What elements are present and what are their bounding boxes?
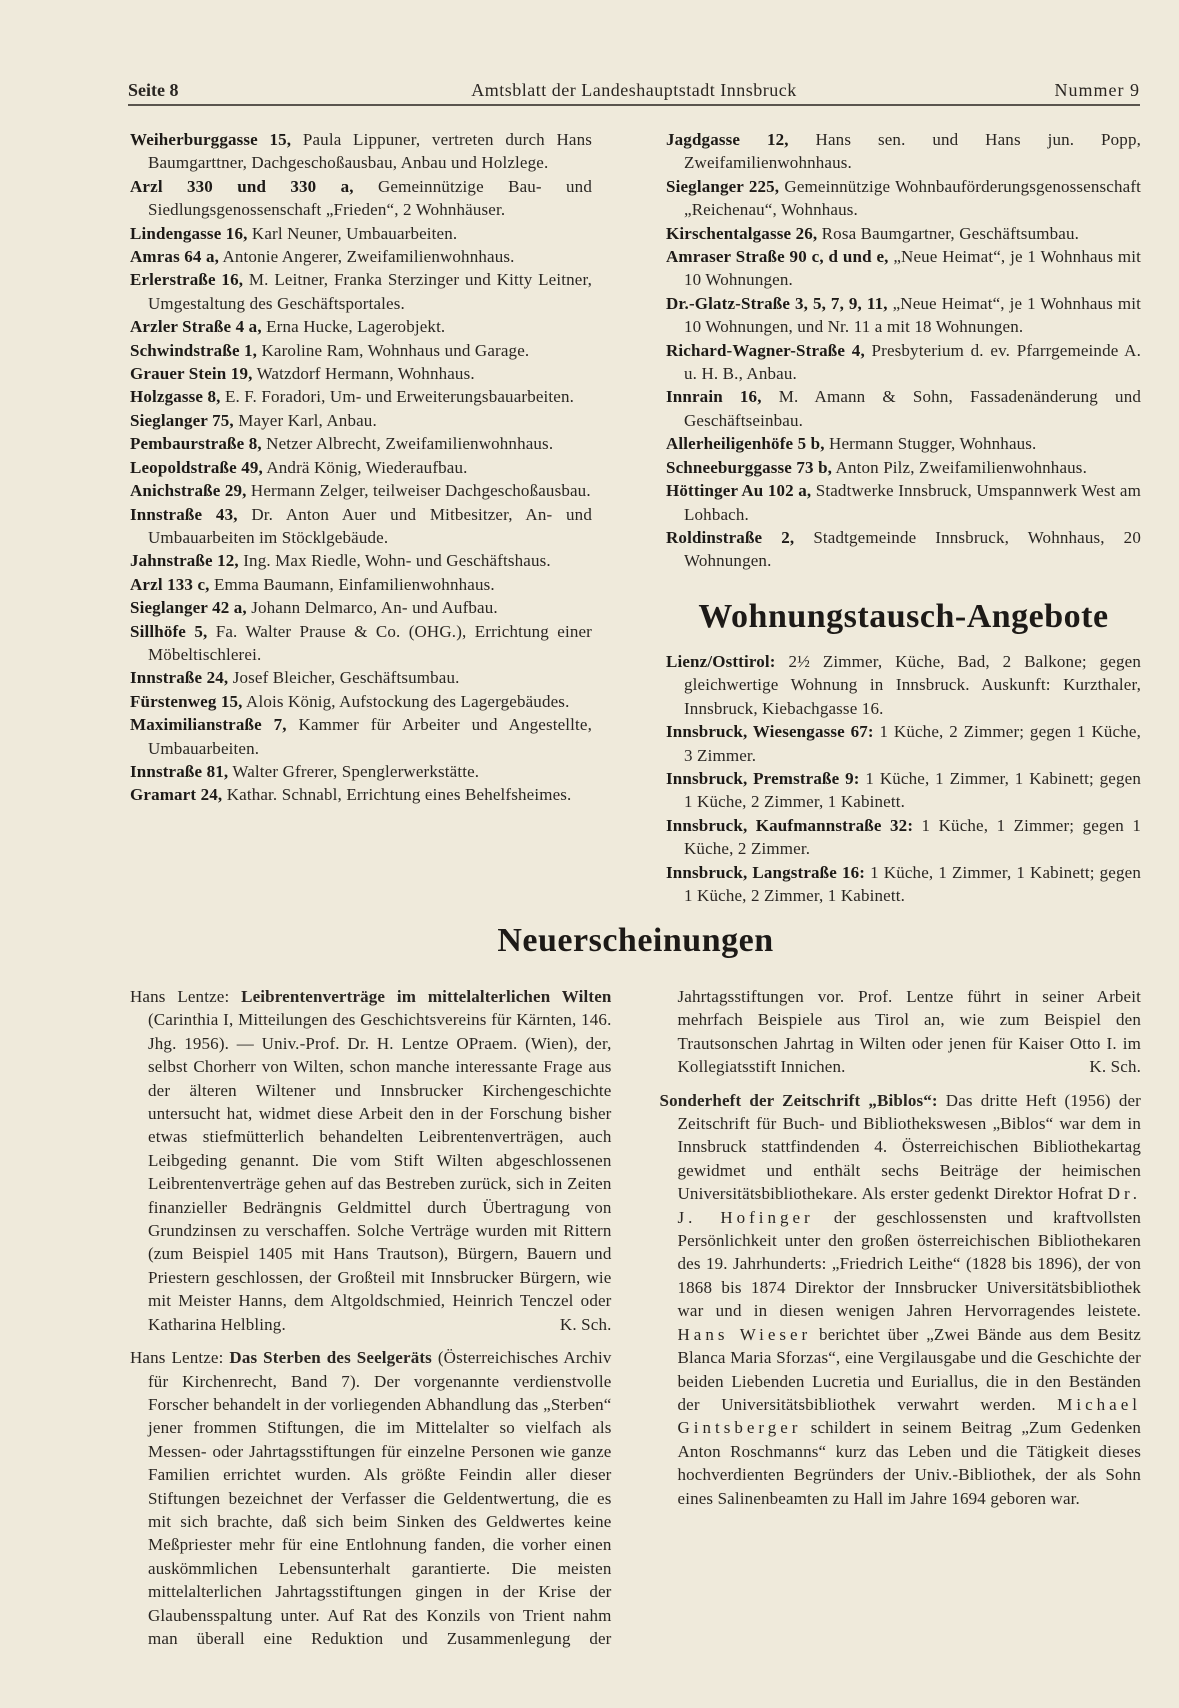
entry-text: Andrä König, Wiederaufbau. (262, 457, 468, 477)
page-number: Seite 8 (128, 80, 179, 100)
list-entry (666, 650, 1141, 720)
entry-heading: Amras 64 a, (130, 247, 219, 267)
entry-text: Watzdorf Hermann, Wohnhaus. (252, 364, 475, 384)
entry-heading: Weiherburggasse 15, (130, 130, 292, 149)
list-entry (130, 573, 592, 596)
list-entry (666, 720, 1141, 767)
list-entry (130, 713, 592, 760)
entry-text: Karoline Ram, Wohnhaus und Garage. (257, 340, 530, 360)
entry-text: Kammer für Arbeiter und Angestellte, Umbauarbeiten. (148, 715, 592, 758)
entry-heading: Innsbruck, Langstraße 16: (666, 862, 866, 882)
list-entry (666, 767, 1141, 814)
entry-heading: Innstraße 43, (130, 504, 238, 524)
list-entry (666, 175, 1141, 222)
entry-text: Anton Pilz, Zweifamilienwohnhaus. (832, 457, 1087, 477)
entry-heading: Schneeburggasse 73 b, (666, 457, 833, 477)
entry-heading: Kirschentalgasse 26, (666, 223, 818, 243)
entry-heading: Arzler Straße 4 a, (130, 317, 262, 337)
list-entry (130, 783, 592, 806)
entry-text: 1 Küche, 2 Zimmer; gegen 1 Küche, 3 Zimmer. (684, 722, 1141, 765)
list-entry (130, 362, 592, 385)
list-entry (130, 456, 592, 479)
entry-heading: Innstraße 24, (130, 668, 229, 688)
entry-heading: Holzgasse 8, (130, 387, 221, 407)
entry-heading: Innrain 16, (666, 387, 762, 407)
entry-text: Netzer Albrecht, Zweifamilienwohnhaus. (261, 434, 554, 454)
section-title-wohnungstausch: Wohnungstausch-Angebote (698, 598, 1109, 635)
list-entry (130, 268, 592, 315)
entry-heading: Innsbruck, Kaufmannstraße 32: (666, 815, 914, 835)
entry-heading: Innsbruck, Premstraße 9: (666, 769, 860, 789)
entry-heading: Anichstraße 29, (130, 481, 247, 501)
entry-heading: Arzl 133 c, (130, 574, 210, 594)
entry-text: Erna Hucke, Lagerobjekt. (261, 317, 446, 337)
article-text: (Carinthia I, Mitteilungen des Geschichtsvereins für Kärnten, 146. Jhg. 1956). — Univ.-Prof. Dr. H. Lentze OPraem. (Wien), der, selbst Chorherr von Wilten, schon manche interessante Frage aus der älteren Wiltener und Innsbrucker Kirchengeschichte untersucht hat, widmet diese Arbeit den in der Forschung bisher etwas stiefmütterlich behandelten Leibrentenverträgen, auch Leibgeding genannt. Die vom Stift Wilten abgeschlossenen Leibrentenverträge gehen auf das Bestreben zurück, sich in Zeiten finanzieller Bedrängnis Geldmittel durch Übertragung von Grundzinsen zu verschaffen. Solche Verträge wurden mit Rittern (zum Beispiel 1405 mit Hans Trautson), Bürgern, Bauern und Priestern geschlossen, der Großteil mit Innsbrucker Bürgern, wie mit Meister Hanns, dem Altgoldschmied, Heinrich Tenczel oder Katharina Helbling. (148, 1010, 612, 1334)
permits-right-column (666, 128, 1141, 573)
list-entry (666, 526, 1141, 573)
entry-heading: Sieglanger 75, (130, 410, 234, 430)
entry-heading: Pembaurstraße 8, (130, 434, 262, 454)
list-entry (130, 620, 592, 667)
entry-heading: Lienz/Osttirol: (666, 652, 776, 671)
entry-text: „Neue Heimat“, je 1 Wohnhaus mit 10 Wohnungen. (684, 247, 1141, 290)
list-entry (130, 549, 592, 572)
entry-heading: Richard-Wagner-Straße 4, (666, 340, 865, 360)
entry-text: Josef Bleicher, Geschäftsumbau. (228, 668, 460, 688)
list-entry (666, 385, 1141, 432)
entry-text: Gemeinnützige Bau- und Siedlungsgenossenschaft „Frieden“, 2 Wohnhäuser. (148, 176, 592, 220)
entry-text: Ing. Max Riedle, Wohn- und Geschäftshaus. (238, 551, 551, 571)
entry-text: Stadtwerke Innsbruck, Umspannwerk West am Lohbach. (684, 481, 1141, 524)
entry-heading: Leopoldstraße 49, (130, 457, 263, 477)
list-entry (130, 690, 592, 713)
article-signature: K. Sch. (1089, 1057, 1141, 1077)
entry-heading: Lindengasse 16, (130, 223, 248, 243)
article-author: Hans Lentze: (130, 987, 242, 1006)
list-entry (130, 432, 592, 455)
list-entry (666, 456, 1141, 479)
entry-text: Walter Gfrerer, Spenglerwerkstätte. (228, 761, 480, 781)
entry-heading: Allerheiligenhöfe 5 b, (666, 434, 825, 454)
list-entry (130, 760, 592, 783)
entry-text: Karl Neuner, Umbauarbeiten. (247, 223, 458, 243)
article-text: schildert in seinem Beitrag „Zum Gedenken Anton Roschmanns“ kurz das Leben und die Tätigkeit dieses hochverdienten Begründers der Univ.-Bibliothek, der als Sohn eines Salinenbeamten zu Hall im Jahre 1694 geboren war. (677, 1418, 1141, 1508)
list-entry (130, 385, 592, 408)
publication-title: Amtsblatt der Landeshauptstadt Innsbruck (471, 80, 797, 100)
person-name: Hans Wieser (677, 1324, 812, 1344)
list-entry (130, 503, 592, 550)
entry-text: „Neue Heimat“, je 1 Wohnhaus mit 10 Wohnungen, und Nr. 11 a mit 18 Wohnungen. (684, 293, 1141, 337)
page-header (128, 80, 1140, 106)
list-entry (666, 245, 1141, 292)
entry-heading: Innstraße 81, (130, 761, 229, 781)
entry-heading: Höttinger Au 102 a, (666, 481, 812, 501)
entry-heading: Arzl 330 und 330 a, (130, 176, 354, 196)
entry-text: Gemeinnützige Wohnbauförderungsgenossenschaft „Reichenau“, Wohnhaus. (684, 176, 1142, 220)
entry-text: Stadtgemeinde Innsbruck, Wohnhaus, 20 Wohnungen. (684, 527, 1141, 571)
entry-text: Hermann Stugger, Wohnhaus. (824, 434, 1037, 454)
entry-heading: Jahnstraße 12, (130, 551, 239, 571)
entry-heading: Sieglanger 225, (666, 176, 780, 196)
entry-heading: Erlerstraße 16, (130, 270, 244, 290)
entry-heading: Schwindstraße 1, (130, 340, 258, 360)
article-signature: K. Sch. (559, 1314, 612, 1334)
entry-heading: Dr.-Glatz-Straße 3, 5, 7, 9, 11, (666, 293, 888, 313)
entry-text: Mayer Karl, Anbau. (233, 410, 377, 430)
entry-heading: Amraser Straße 90 c, d und e, (666, 247, 889, 267)
entry-text: Johann Delmarco, An- und Aufbau. (246, 598, 498, 618)
entry-heading: Fürstenweg 15, (130, 691, 243, 711)
list-entry (130, 479, 592, 502)
entry-text: 2½ Zimmer, Küche, Bad, 2 Balkone; gegen gleichwertige Wohnung in Innsbruck. Auskunft: Kurzthaler, Innsbruck, Kiebachgasse 16. (684, 652, 1141, 718)
list-entry (130, 128, 592, 175)
entry-text: 1 Küche, 1 Zimmer; gegen 1 Küche, 2 Zimmer. (684, 815, 1141, 859)
list-entry (130, 245, 592, 268)
list-entry (130, 339, 592, 362)
entry-text: Presbyterium d. ev. Pfarrgemeinde A. u. H. B., Anbau. (684, 340, 1141, 384)
entry-text: 1 Küche, 1 Zimmer, 1 Kabinett; gegen 1 Küche, 2 Zimmer, 1 Kabinett. (684, 862, 1141, 906)
entry-text: Hermann Zelger, teilweiser Dachgeschoßausbau. (246, 481, 591, 501)
list-entry (666, 292, 1141, 339)
article-title: Sonderheft der Zeitschrift „Biblos“: (659, 1090, 938, 1110)
entry-text: Rosa Baumgartner, Geschäftsumbau. (817, 223, 1079, 243)
entry-text: Paula Lippuner, vertreten durch Hans Baumgarttner, Dachgeschoßausbau, Anbau und Holzlege. (148, 130, 592, 173)
entry-text: Hans sen. und Hans jun. Popp, Zweifamilienwohnhaus. (684, 130, 1142, 173)
article-title: Das Sterben des Seelgeräts (229, 1348, 432, 1368)
list-entry (130, 315, 592, 338)
wohnungstausch-list (666, 650, 1141, 907)
article-title: Leibrentenverträge im mittelalterlichen Wilten (241, 987, 612, 1006)
entry-heading: Jagdgasse 12, (666, 130, 789, 149)
list-entry (666, 479, 1141, 526)
list-entry (130, 409, 592, 432)
entry-heading: Roldinstraße 2, (666, 527, 795, 547)
entry-text: Alois König, Aufstockung des Lagergebäudes. (242, 691, 570, 711)
section-title-neuerscheinungen: Neuerscheinungen (497, 922, 774, 959)
article-author: Hans Lentze: (130, 1348, 230, 1368)
issue-number: Nummer 9 (1054, 80, 1140, 100)
entry-text: Kathar. Schnabl, Errichtung eines Behelfsheimes. (222, 785, 572, 805)
entry-heading: Innsbruck, Wiesengasse 67: (666, 722, 874, 742)
list-entry (666, 432, 1141, 455)
entry-heading: Sieglanger 42 a, (130, 598, 247, 618)
list-entry (130, 175, 592, 222)
article-text: (Österreichisches Archiv für Kirchenrecht, Band 7). Der vorgenannte verdienstvolle Forscher behandelt in der vorliegenden Abhandlung das „Sterben“ jener frommen Stiftungen, die im Mittelalter so vielfach als Messen- oder Jahrtagsstiftungen für einzelne Personen wie ganze Familien errichtet wurden. Als größte Feindin aller dieser Stiftungen bezeichnet der Verfasser die Geldentwertung, die es mit sich brachte, daß sich beim Sinken des Geldwertes keine Meßpriester mehr für eine Entlohnung fanden, die vorher einen auskömmlichen Lebensunterhalt garantierte. Die meisten mittelalterlichen Jahrtagsstiftungen gingen in der Krise der Glaubensspaltung unter. Auf Rat des Konzils von Trient nahm man überall eine Reduktion und Zusammenlegung der Jahrtagsstiftungen vor. Prof. Lentze führt in seiner Arbeit mehrfach Beispiele aus Tirol an, wie zum Beispiel den Trautsonschen Jahrtag in Wilten oder jenen für Kaiser Otto I. im Kollegiatsstift Innichen. (148, 987, 1141, 1648)
entry-heading: Gramart 24, (130, 785, 223, 805)
list-entry (666, 814, 1141, 861)
entry-text: Fa. Walter Prause & Co. (OHG.), Errichtung einer Möbeltischlerei. (148, 621, 592, 664)
list-entry (130, 222, 592, 245)
entry-heading: Sillhöfe 5, (130, 621, 208, 641)
article-text: berichtet über „Zwei Bände aus dem Besitz Blanca Maria Sforzas“, eine Vergilausgabe und die Geschichte der beiden Liebenden Lucretia und Euriallus, die in den Beständen der Universitätsbibliothek verwahrt werden. (677, 1324, 1141, 1414)
list-entry (666, 128, 1141, 175)
list-entry (666, 222, 1141, 245)
entry-heading: Maximilianstraße 7, (130, 715, 287, 735)
article-leibrentenvertraege (130, 985, 612, 1336)
entry-text: 1 Küche, 1 Zimmer, 1 Kabinett; gegen 1 Küche, 2 Zimmer, 1 Kabinett. (684, 769, 1141, 812)
entry-text: Dr. Anton Auer und Mitbesitzer, An- und Umbauarbeiten im Stöcklgebäude. (148, 504, 592, 547)
entry-text: Antonie Angerer, Zweifamilienwohnhaus. (219, 247, 515, 267)
list-entry (666, 339, 1141, 386)
permits-left-column (130, 128, 592, 807)
person-name: Michael Gintsberger (677, 1394, 1141, 1438)
neuerscheinungen-articles (130, 985, 1141, 1665)
article-text: der geschlossensten und kraftvollsten Persönlichkeit unter den großen österreichischen Bibliothekaren des 19. Jahrhunderts: „Friedrich Leithe“ (1828 bis 1896), der von 1868 bis 1874 Direktor der Innsbrucker Universitätsbibliothek war und in diesen wenigen Jahren Hervorragendes leistete. (677, 1207, 1141, 1321)
list-entry (130, 596, 592, 619)
person-name: Dr. J. Hofinger (677, 1184, 1141, 1227)
article-biblos (660, 1089, 1142, 1510)
entry-text: M. Amann & Sohn, Fassadenänderung und Geschäftseinbau. (684, 387, 1141, 430)
entry-text: E. F. Foradori, Um- und Erweiterungsbauarbeiten. (220, 387, 575, 407)
list-entry (666, 861, 1141, 908)
list-entry (130, 666, 592, 689)
article-text: Das dritte Heft (1956) der Zeitschrift für Buch- und Bibliothekswesen „Biblos“ war dem in Innsbruck stattfindenden 4. Österreichischen Bibliothekartag gewidmet und enthält sechs Beiträge der heimischen Universitätsbibliothekare. Als erster gedenkt Direktor Hofrat (677, 1090, 1141, 1204)
entry-heading: Grauer Stein 19, (130, 364, 253, 384)
entry-text: Emma Baumann, Einfamilienwohnhaus. (209, 574, 495, 594)
entry-text: M. Leitner, Franka Sterzinger und Kitty Leitner, Umgestaltung des Geschäftsportales. (148, 270, 592, 313)
